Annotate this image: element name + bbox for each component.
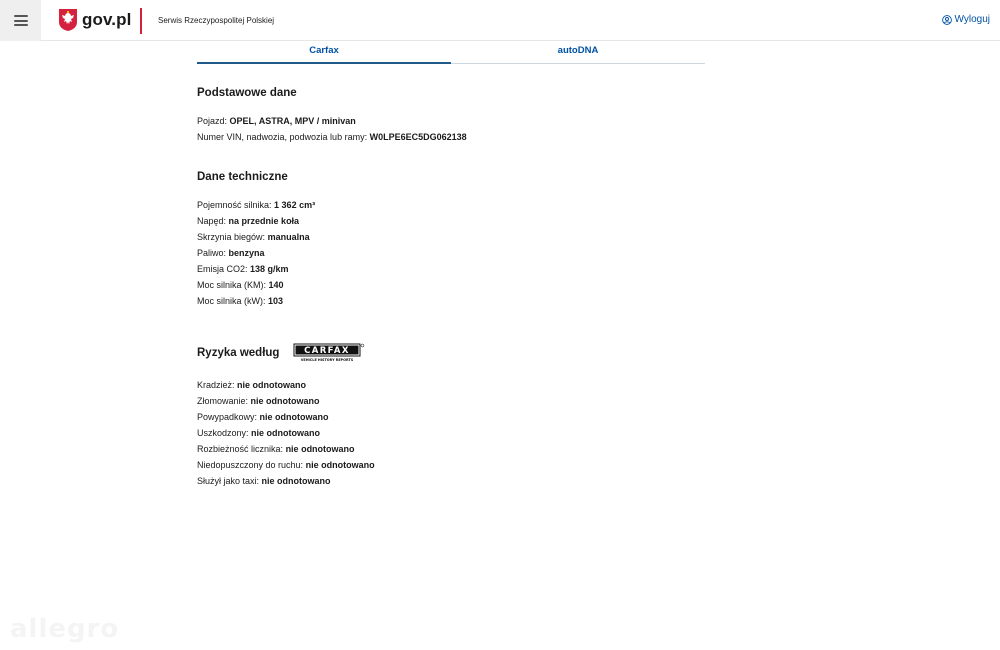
risk-value: nie odnotowano: [285, 444, 355, 454]
tech-row: [197, 213, 315, 229]
risk-row: [197, 441, 375, 457]
risk-section: [197, 343, 375, 489]
risk-value: nie odnotowano: [259, 412, 329, 422]
menu-button[interactable]: [0, 0, 41, 41]
tech-value: manualna: [267, 232, 310, 242]
risk-label: Rozbieżność licznika:: [197, 444, 284, 454]
logout-label: Wyloguj: [954, 14, 990, 25]
carfax-logo-subtext: VEHICLE HISTORY REPORTS: [301, 358, 354, 362]
logout-link[interactable]: [942, 14, 990, 25]
vehicle-label: Pojazd:: [197, 116, 228, 126]
basic-data-title: Podstawowe dane: [197, 87, 297, 99]
risk-row: [197, 409, 375, 425]
technical-data-title: Dane techniczne: [197, 171, 288, 183]
carfax-logo: [293, 343, 365, 363]
risk-row: [197, 457, 375, 473]
risk-value: nie odnotowano: [261, 476, 331, 486]
risk-title: Ryzyka według: [197, 347, 280, 359]
tech-label: Emisja CO2:: [197, 264, 248, 274]
tech-row: [197, 197, 315, 213]
technical-data-section: [197, 169, 315, 309]
risk-value: nie odnotowano: [250, 396, 320, 406]
tech-value: 138 g/km: [250, 264, 289, 274]
risk-row: [197, 425, 375, 441]
vin-value: W0LPE6EC5DG062138: [369, 132, 467, 142]
header-divider: [140, 8, 142, 34]
vin-label: Numer VIN, nadwozia, podwozia lub ramy:: [197, 132, 368, 142]
tech-label: Pojemność silnika:: [197, 200, 272, 210]
tab-autodna[interactable]: autoDNA: [557, 45, 599, 56]
tab-carfax[interactable]: Carfax: [197, 42, 451, 63]
tech-value: na przednie koła: [228, 216, 300, 226]
hamburger-icon: [14, 15, 28, 26]
tech-label: Moc silnika (KM):: [197, 280, 267, 290]
eagle-emblem-icon: [58, 8, 78, 32]
tech-label: Skrzynia biegów:: [197, 232, 266, 242]
tech-value: 103: [268, 296, 284, 306]
report-tabs: [197, 42, 705, 64]
risk-row: [197, 377, 375, 393]
gov-logo[interactable]: [58, 8, 131, 32]
top-header: [0, 0, 1000, 41]
risk-row: [197, 473, 375, 489]
user-icon: [942, 15, 952, 25]
risk-value: nie odnotowano: [251, 428, 321, 438]
tech-row: [197, 277, 315, 293]
tech-value: 140: [268, 280, 284, 290]
risk-row: [197, 393, 375, 409]
risk-label: Powypadkowy:: [197, 412, 258, 422]
vehicle-row: [197, 113, 467, 129]
risk-label: Służył jako taxi:: [197, 476, 260, 486]
watermark: allegro: [10, 614, 120, 644]
risk-value: nie odnotowano: [305, 460, 375, 470]
service-name: Serwis Rzeczypospolitej Polskiej: [158, 16, 275, 25]
logo-text: gov.pl: [82, 10, 132, 29]
tech-row: [197, 293, 315, 309]
tech-label: Paliwo:: [197, 248, 227, 258]
basic-data-section: [197, 85, 467, 145]
tech-row: [197, 245, 315, 261]
risk-value: nie odnotowano: [237, 380, 307, 390]
carfax-logo-text: CARFAX: [304, 346, 351, 357]
vehicle-value: OPEL, ASTRA, MPV / minivan: [229, 116, 356, 126]
risk-label: Kradzież:: [197, 380, 235, 390]
tech-value: benzyna: [228, 248, 265, 258]
risk-label: Niedopuszczony do ruchu:: [197, 460, 304, 470]
risk-label: Złomowanie:: [197, 396, 249, 406]
vin-row: [197, 129, 467, 145]
tech-row: [197, 229, 315, 245]
risk-label: Uszkodzony:: [197, 428, 249, 438]
tech-row: [197, 261, 315, 277]
tech-label: Napęd:: [197, 216, 227, 226]
tech-value: 1 362 cm³: [274, 200, 316, 210]
tech-label: Moc silnika (kW):: [197, 296, 266, 306]
